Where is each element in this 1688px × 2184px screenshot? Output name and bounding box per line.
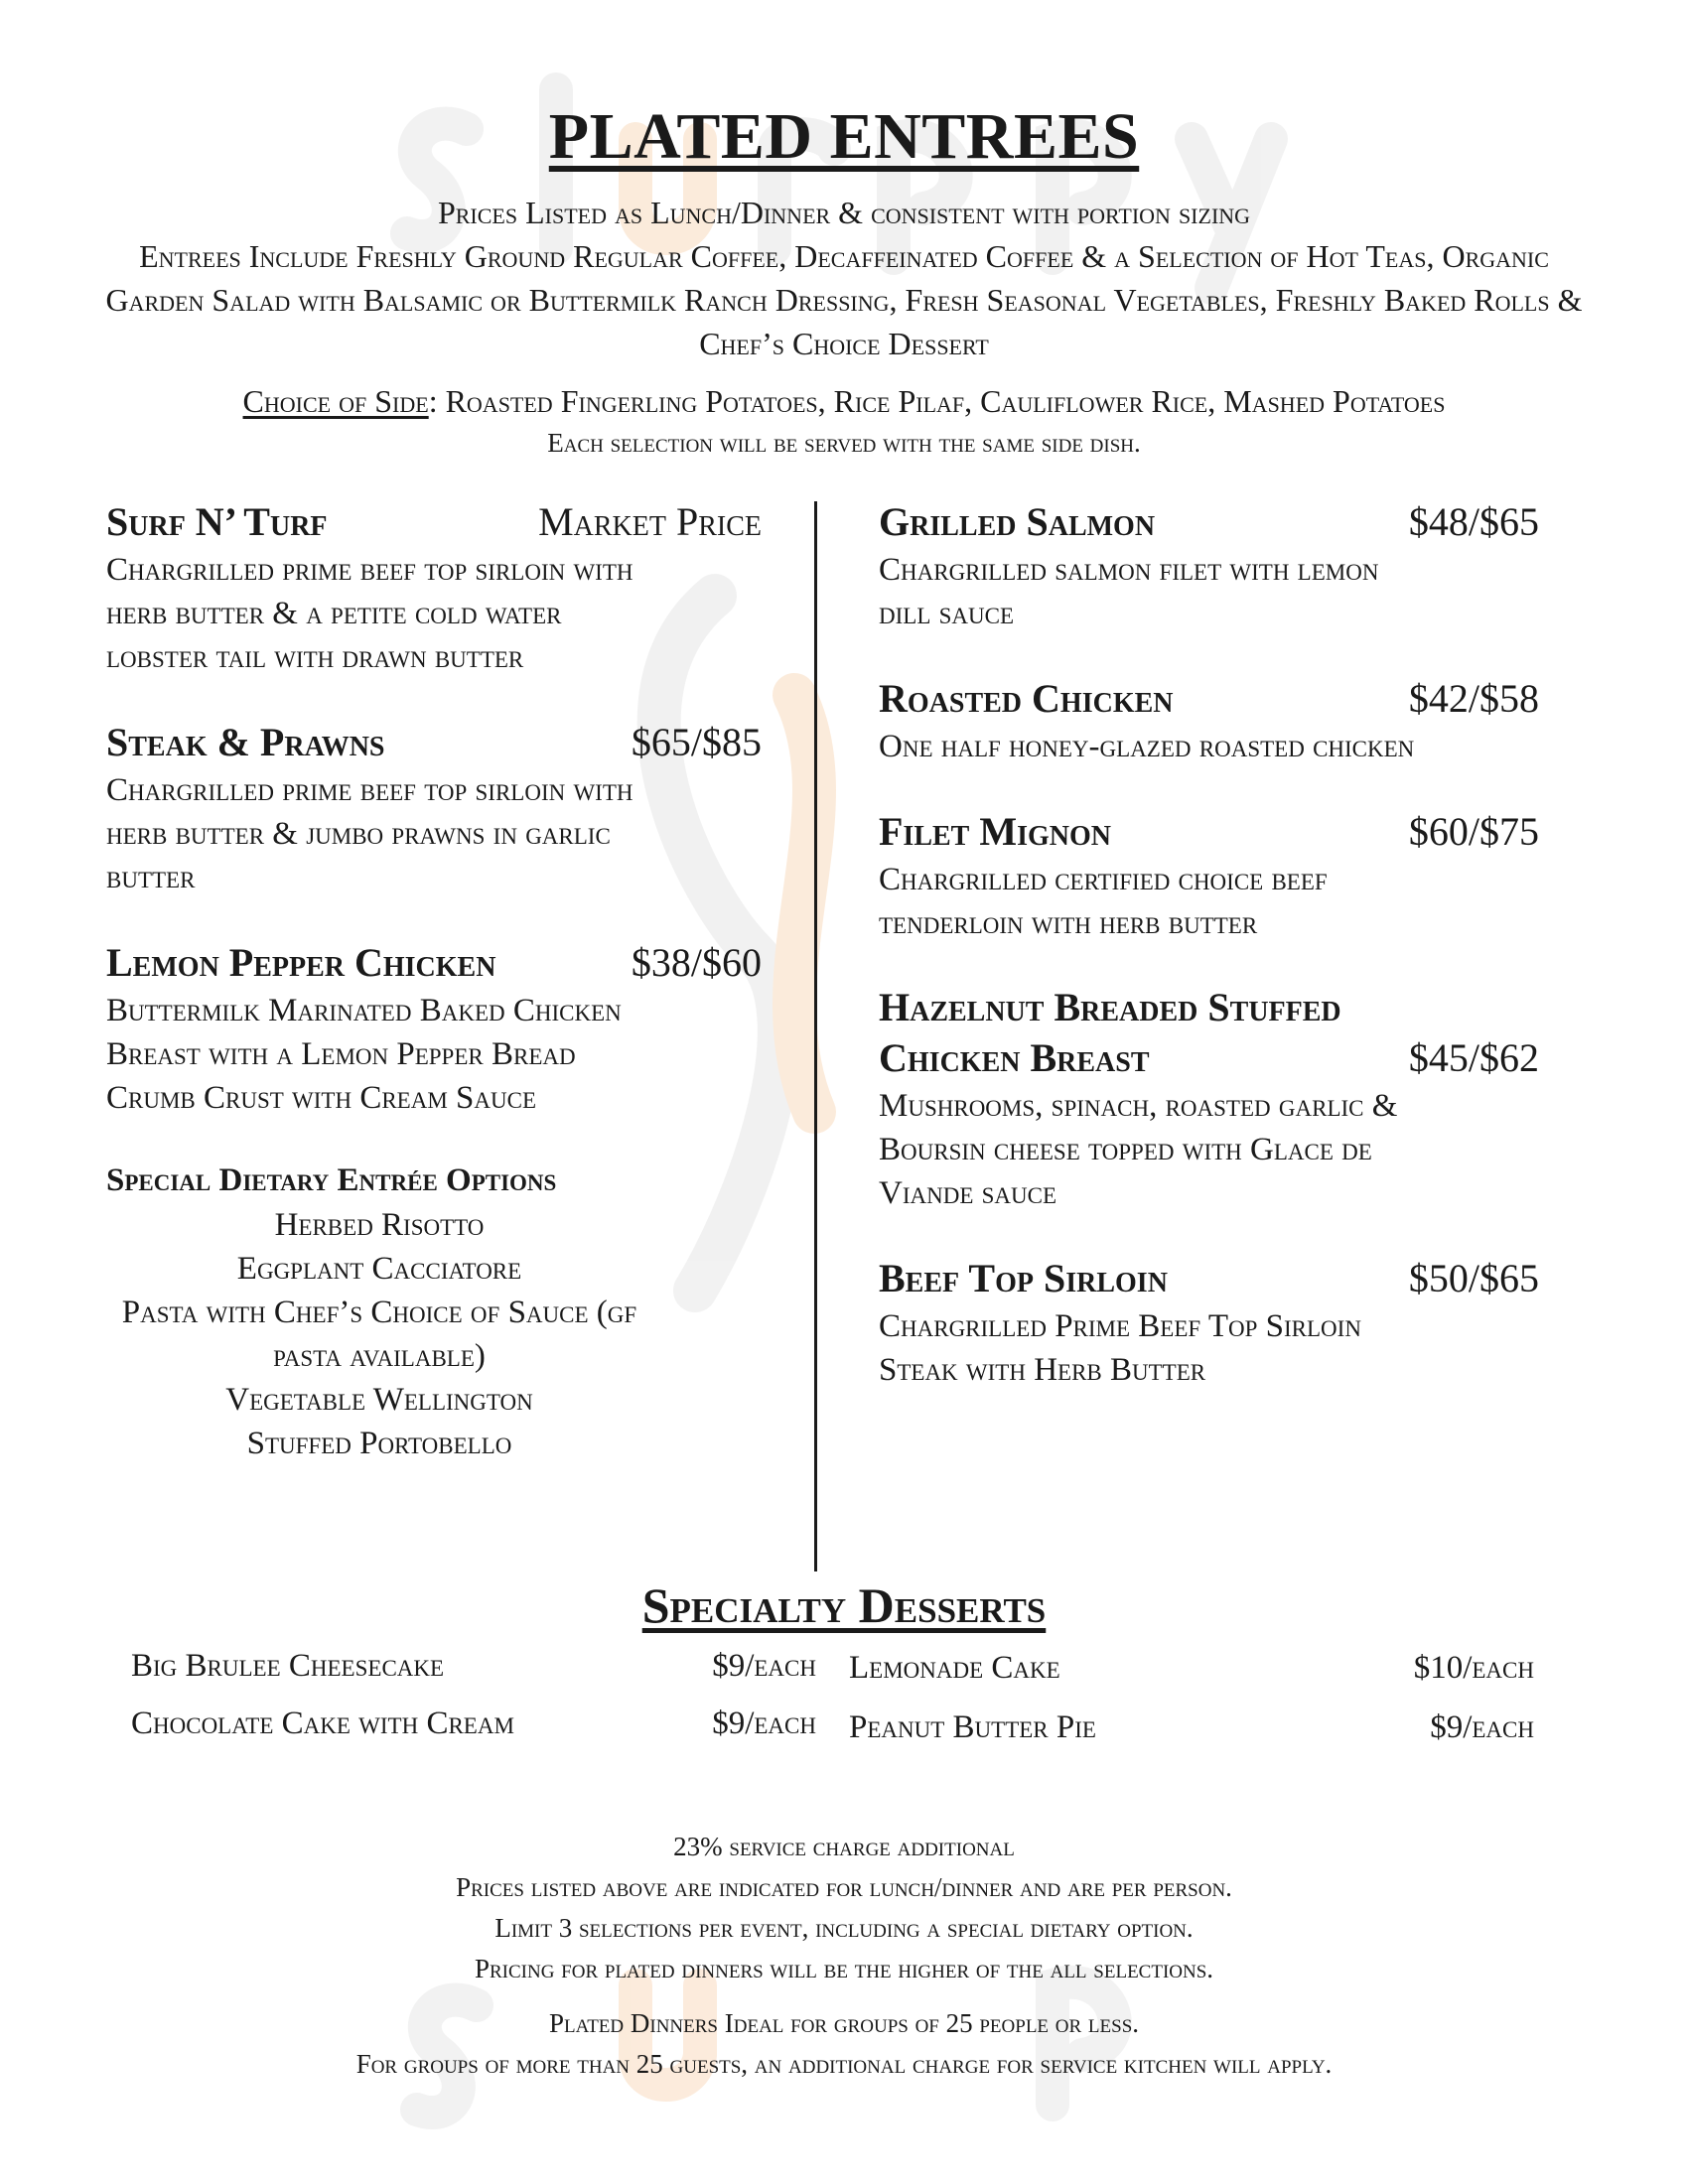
special-dietary-title: Special Dietary Entrée Options — [106, 1162, 557, 1198]
entree-price: $48/$65 — [1408, 499, 1539, 544]
special-dietary-section — [106, 1158, 762, 1465]
entree-name: Surf N’ Turf — [106, 499, 328, 544]
entree-price: $38/$60 — [631, 940, 762, 985]
special-dietary-item: Eggplant Cacciatore — [236, 1251, 522, 1287]
dessert-item — [849, 1650, 1534, 1687]
entree-price: $65/$85 — [631, 720, 762, 764]
entree-header — [106, 717, 762, 768]
left-entree-column — [106, 496, 762, 1465]
dessert-item — [131, 1648, 816, 1685]
footer-service-charge: 23% service charge additional — [673, 1832, 1015, 1861]
special-dietary-item: Herbed Risotto — [274, 1207, 485, 1243]
footer-notes — [99, 1827, 1589, 2085]
intro-pricing-note: Prices Listed as Lunch/Dinner & consistent with portion sizing — [437, 195, 1251, 230]
entree-description: One half honey-glazed roasted chicken — [879, 729, 1415, 764]
entree-name: Filet Mignon — [879, 809, 1112, 854]
sides-text: : Roasted Fingerling Potatoes, Rice Pilaf, Cauliflower Rice, Mashed Potatoes — [428, 383, 1446, 419]
dessert-price: $9/each — [712, 1706, 816, 1741]
dessert-item — [131, 1706, 816, 1742]
entree-description: Chargrilled salmon filet with lemon dill sauce — [879, 552, 1379, 631]
footer-pricing: Pricing for plated dinners will be the higher of the all selections. — [474, 1954, 1214, 1983]
dessert-name: Big Brulee Cheesecake — [131, 1648, 445, 1684]
entree-name-line1: Hazelnut Breaded Stuffed — [879, 985, 1341, 1029]
entree-header — [879, 1032, 1539, 1084]
entree-header — [106, 496, 762, 548]
entree-header — [879, 1253, 1539, 1304]
dessert-name: Lemonade Cake — [849, 1650, 1060, 1686]
intro-section — [99, 191, 1589, 463]
entree-price: $50/$65 — [1408, 1256, 1539, 1300]
entree-header — [106, 937, 762, 989]
entree-item — [879, 983, 1539, 1215]
footer-group-size: Plated Dinners Ideal for groups of 25 people or less. — [548, 2008, 1140, 2038]
footer-limit: Limit 3 selections per event, including a special dietary option. — [494, 1913, 1194, 1943]
entree-description: Chargrilled prime beef top sirloin with herb butter & a petite cold water lobster tail with drawn butter — [106, 552, 633, 675]
entree-name: Lemon Pepper Chicken — [106, 940, 496, 985]
entree-price: $60/$75 — [1408, 809, 1539, 854]
entree-price: $45/$62 — [1408, 1035, 1539, 1080]
entree-price: $42/$58 — [1408, 676, 1539, 721]
special-dietary-list — [106, 1203, 652, 1465]
entree-description: Chargrilled Prime Beef Top Sirloin Steak with Herb Butter — [879, 1308, 1361, 1388]
sides-label: Choice of Side — [242, 383, 429, 419]
column-divider — [814, 501, 817, 1571]
page-title: PLATED ENTREES — [548, 100, 1140, 173]
intro-sides — [99, 379, 1589, 423]
dessert-name: Peanut Butter Pie — [849, 1709, 1096, 1745]
entree-item — [879, 496, 1539, 635]
entree-description: Chargrilled certified choice beef tenderloin with herb butter — [879, 862, 1328, 941]
special-dietary-item: Vegetable Wellington — [225, 1382, 533, 1418]
entree-header — [879, 673, 1539, 725]
entree-name: Beef Top Sirloin — [879, 1256, 1168, 1300]
entree-name: Chicken Breast — [879, 1035, 1150, 1080]
dessert-item — [849, 1709, 1534, 1746]
entree-description: Buttermilk Marinated Baked Chicken Breast with a Lemon Pepper Bread Crumb Crust with Cream Sauce — [106, 993, 622, 1116]
entree-description: Mushrooms, spinach, roasted garlic & Boursin cheese topped with Glace de Viande sauce — [879, 1088, 1398, 1211]
entree-item — [106, 717, 762, 899]
entree-item — [879, 806, 1539, 945]
entree-header — [879, 496, 1539, 548]
dessert-name: Chocolate Cake with Cream — [131, 1706, 514, 1741]
footer-large-groups: For groups of more than 25 guests, an additional charge for service kitchen will apply. — [355, 2049, 1333, 2079]
dessert-price: $9/each — [712, 1648, 816, 1684]
entree-item — [106, 496, 762, 679]
footer-per-person: Prices listed above are indicated for lunch/dinner and are per person. — [456, 1872, 1232, 1902]
entree-header — [879, 806, 1539, 858]
entree-description: Chargrilled prime beef top sirloin with herb butter & jumbo prawns in garlic butter — [106, 772, 633, 895]
entree-name: Roasted Chicken — [879, 676, 1174, 721]
dessert-price: $9/each — [1430, 1709, 1534, 1745]
special-dietary-item: Pasta with Chef’s Choice of Sauce (gf pasta available) — [121, 1295, 637, 1374]
right-entree-column — [879, 496, 1539, 1430]
same-side-note: Each selection will be served with the same side dish. — [547, 428, 1141, 458]
desserts-title: Specialty Desserts — [641, 1577, 1047, 1633]
entree-item — [879, 1253, 1539, 1392]
intro-included-items: Entrees Include Freshly Ground Regular Coffee, Decaffeinated Coffee & a Selection of Hot Teas, Organic Garden Salad with Balsamic or Buttermilk Ranch Dressing, Fresh Seasonal Vegetables, Freshly Baked Rolls & Chef’s Choice Dessert — [105, 238, 1583, 361]
entree-name: Steak & Prawns — [106, 720, 385, 764]
entree-price: Market Price — [538, 499, 762, 544]
entree-item — [879, 673, 1539, 768]
special-dietary-item: Stuffed Portobello — [246, 1426, 512, 1461]
entree-item — [106, 937, 762, 1120]
entree-name: Grilled Salmon — [879, 499, 1156, 544]
dessert-price: $10/each — [1413, 1650, 1534, 1686]
